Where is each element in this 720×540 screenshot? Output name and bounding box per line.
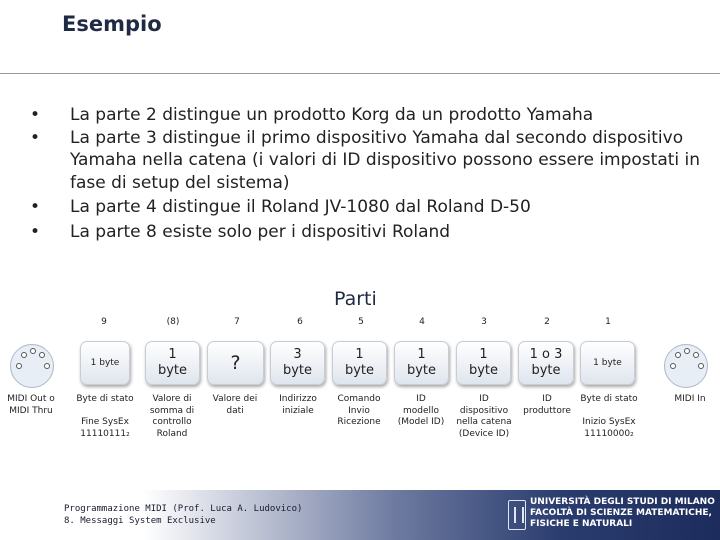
part-number: 7 bbox=[234, 317, 240, 327]
title-divider bbox=[0, 73, 720, 74]
midi-out-label: MIDI Out o MIDI Thru bbox=[7, 394, 55, 416]
midi-out-connector-icon bbox=[10, 344, 54, 388]
university-line: FISICHE E NATURALI bbox=[530, 519, 633, 529]
part-description: Comando Invio Ricezione bbox=[337, 394, 381, 427]
part-box: 1 byte bbox=[332, 341, 387, 385]
university-name bbox=[530, 497, 715, 530]
midi-in-label: MIDI In bbox=[674, 394, 706, 404]
part-box: 1 byte bbox=[145, 341, 200, 385]
bullet-item: • La parte 2 distingue un prodotto Korg da un prodotto Yamaha bbox=[30, 104, 710, 127]
university-line: UNIVERSITÀ DEGLI STUDI DI MILANO bbox=[530, 497, 715, 507]
university-line: FACOLTÀ DI SCIENZE MATEMATICHE, bbox=[530, 508, 712, 518]
part-number: 4 bbox=[419, 317, 425, 327]
part-number: 2 bbox=[544, 317, 550, 327]
part-number: 6 bbox=[297, 317, 303, 327]
part-description: ID dispositivo nella catena (Device ID) bbox=[456, 394, 512, 439]
part-number: 1 bbox=[605, 317, 611, 327]
bullet-item: • La parte 8 esiste solo per i dispositivi Roland bbox=[30, 221, 710, 244]
part-description: Byte di stato Inizio SysEx 11110000₂ bbox=[580, 394, 638, 439]
bullet-item: • La parte 3 distingue il primo dispositivo Yamaha dal secondo dispositivo Yamaha nella catena (i valori di ID dispositivo possono essere impostati in fase di setup del sistema) bbox=[30, 127, 710, 195]
part-box: 1 byte bbox=[80, 341, 130, 385]
part-number: 9 bbox=[101, 317, 107, 327]
part-description: Byte di stato Fine SysEx 11110111₂ bbox=[76, 394, 134, 439]
footer-course-note bbox=[64, 503, 302, 527]
part-box: 3 byte bbox=[270, 341, 325, 385]
bullet-list bbox=[30, 104, 710, 243]
part-description: Indirizzo iniziale bbox=[279, 394, 317, 416]
part-number: 5 bbox=[358, 317, 364, 327]
part-description: Valore di somma di controllo Roland bbox=[149, 394, 195, 439]
bullet-item: • La parte 4 distingue il Roland JV-1080 dal Roland D-50 bbox=[30, 196, 710, 219]
footer-course-title: Programmazione MIDI (Prof. Luca A. Ludovico) bbox=[64, 504, 303, 514]
part-box: 1 byte bbox=[580, 341, 635, 385]
diagram-heading: Parti bbox=[334, 288, 377, 310]
part-description: Valore dei dati bbox=[212, 394, 258, 416]
part-number: 3 bbox=[481, 317, 487, 327]
slide-title: Esempio bbox=[62, 12, 162, 36]
university-logo-icon bbox=[508, 500, 526, 530]
footer-lesson-title: 8. Messaggi System Exclusive bbox=[64, 516, 216, 526]
midi-in-connector-icon bbox=[664, 344, 708, 388]
part-description: ID produttore bbox=[523, 394, 571, 416]
part-description: ID modello (Model ID) bbox=[397, 394, 445, 427]
part-box: 1 byte bbox=[394, 341, 449, 385]
part-box: 1 o 3 byte bbox=[518, 341, 574, 385]
part-box: 1 byte bbox=[456, 341, 511, 385]
part-number: (8) bbox=[166, 317, 180, 327]
part-box: ? bbox=[207, 341, 264, 385]
